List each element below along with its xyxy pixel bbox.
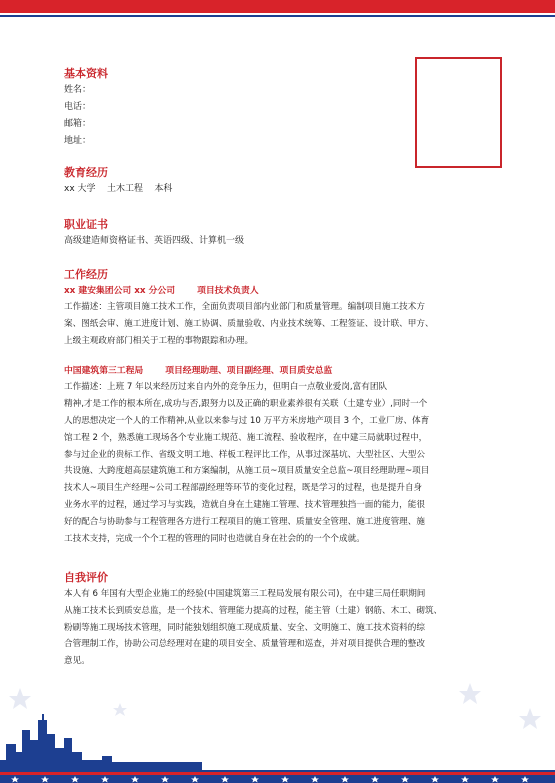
work-title: 工作经历 (64, 268, 108, 281)
job-2-header (64, 363, 502, 379)
job-2-line: 参与过企业的贵标工作、省级文明工地、样板工程评比工作，从事过深基坑、大型社区、大型公 (64, 449, 425, 460)
job-2-line: 人的思想决定一个人的工作精神,从业以来参与过 10 万平方米房地产项目 3 个，工业厂房、体育 (64, 415, 430, 426)
evaluation-line: 粉刷等施工现场技术管理，同时能独划组织施工现成质量、安全、文明施工、施工技术资料的综 (64, 622, 425, 633)
job-1-company: xx 建安集团公司 xx 分公司 (64, 286, 176, 296)
job-2-line: 工作描述：上班 7 年以来经历过来自内外的竞争压力，但明白一点敬业爱岗,富有团队 (64, 382, 388, 393)
job-2-line: 好的配合与协助参与工程管理各方进行工程项目的施工管理、质量安全管理、施工进度管理、施 (64, 516, 425, 527)
phone-field: 电话： (64, 102, 92, 112)
footer-decoration (0, 668, 555, 783)
basic-info-title: 基本资料 (64, 67, 108, 80)
job-2-line: 业务水平的过程，通过学习与实践，造就自身在土建施工管理、技术管理独挡一面的能力，能很 (64, 499, 425, 510)
job-1-line: 案、图纸会审、施工进度计划、施工协调、质量验收、内业技术统筹、工程签证、设计联、甲方、 (64, 318, 434, 329)
job-1-line: 上级主观政府部门相关于工程的事物跟踪和办理。 (64, 335, 254, 346)
job-1-role: 项目技术负责人 (197, 286, 259, 296)
education-section (64, 165, 484, 198)
work-section (64, 267, 502, 547)
evaluation-line: 合管理制工作，协助公司总经理对在建的项目安全、质量管理和巡查，并对项目提供合理的整改 (64, 639, 425, 650)
job-2-company: 中国建筑第三工程局 (64, 366, 144, 377)
certificates-line: 高级建造师资格证书、英语四级、计算机一级 (64, 236, 245, 246)
job-1-header (64, 283, 502, 299)
job-2-line: 工技术支持，完成一个个工程的管理的同时也造就自身在社会的的一个个成就。 (64, 533, 365, 544)
top-red-bar (0, 0, 555, 13)
job-2-line: 馆工程 2 个，熟悉施工现场各个专业施工规范、施工流程、验收程序，在中建三局就职过程中， (64, 432, 428, 443)
top-blue-line (0, 15, 555, 17)
job-2-line: 共设施、大跨度超高层建筑施工和方案编制，从施工员~项目质量安全总监~项目经理助理~项目 (64, 466, 430, 477)
certificates-title: 职业证书 (64, 218, 108, 231)
job-1-line: 工作描述：主管项目施工技术工作，全面负责项目部内业部门和质量管理。编制项目施工技术方 (64, 302, 425, 312)
basic-info-section (64, 66, 364, 150)
email-field: 邮箱： (64, 119, 92, 129)
evaluation-line: 本人有 6 年国有大型企业施工的经验(中国建筑第三工程局发展有限公司)，在中建三局任职期间 (64, 589, 426, 599)
education-line: xx 大学 土木工程 本科 (64, 184, 173, 194)
certificates-section (64, 217, 484, 250)
self-evaluation-section (64, 570, 502, 670)
evaluation-line: 意见。 (64, 656, 90, 667)
job-2-line: 精神,才是工作的根本所在,成功与否,跟努力以及正确的职业素养很有关联（土建专业）,同时一个 (64, 399, 428, 410)
address-field: 地址： (64, 136, 92, 146)
city-skyline-illustration (0, 668, 555, 783)
name-field: 姓名： (64, 85, 92, 95)
job-2-line: 技术人~项目生产经理~公司工程部副经理等环节的变化过程，既是学习的过程，也是提升自身 (64, 483, 423, 494)
education-title: 教育经历 (64, 166, 108, 179)
self-evaluation-title: 自我评价 (64, 571, 108, 584)
photo-placeholder (415, 57, 502, 168)
job-2-role: 项目经理助理、项目副经理、项目质安总监 (165, 366, 333, 377)
evaluation-line: 从施工技术长到质安总监，是一个技术、管理能力提高的过程，能主管（土建）钢筋、木工、砌筑、 (64, 605, 443, 616)
